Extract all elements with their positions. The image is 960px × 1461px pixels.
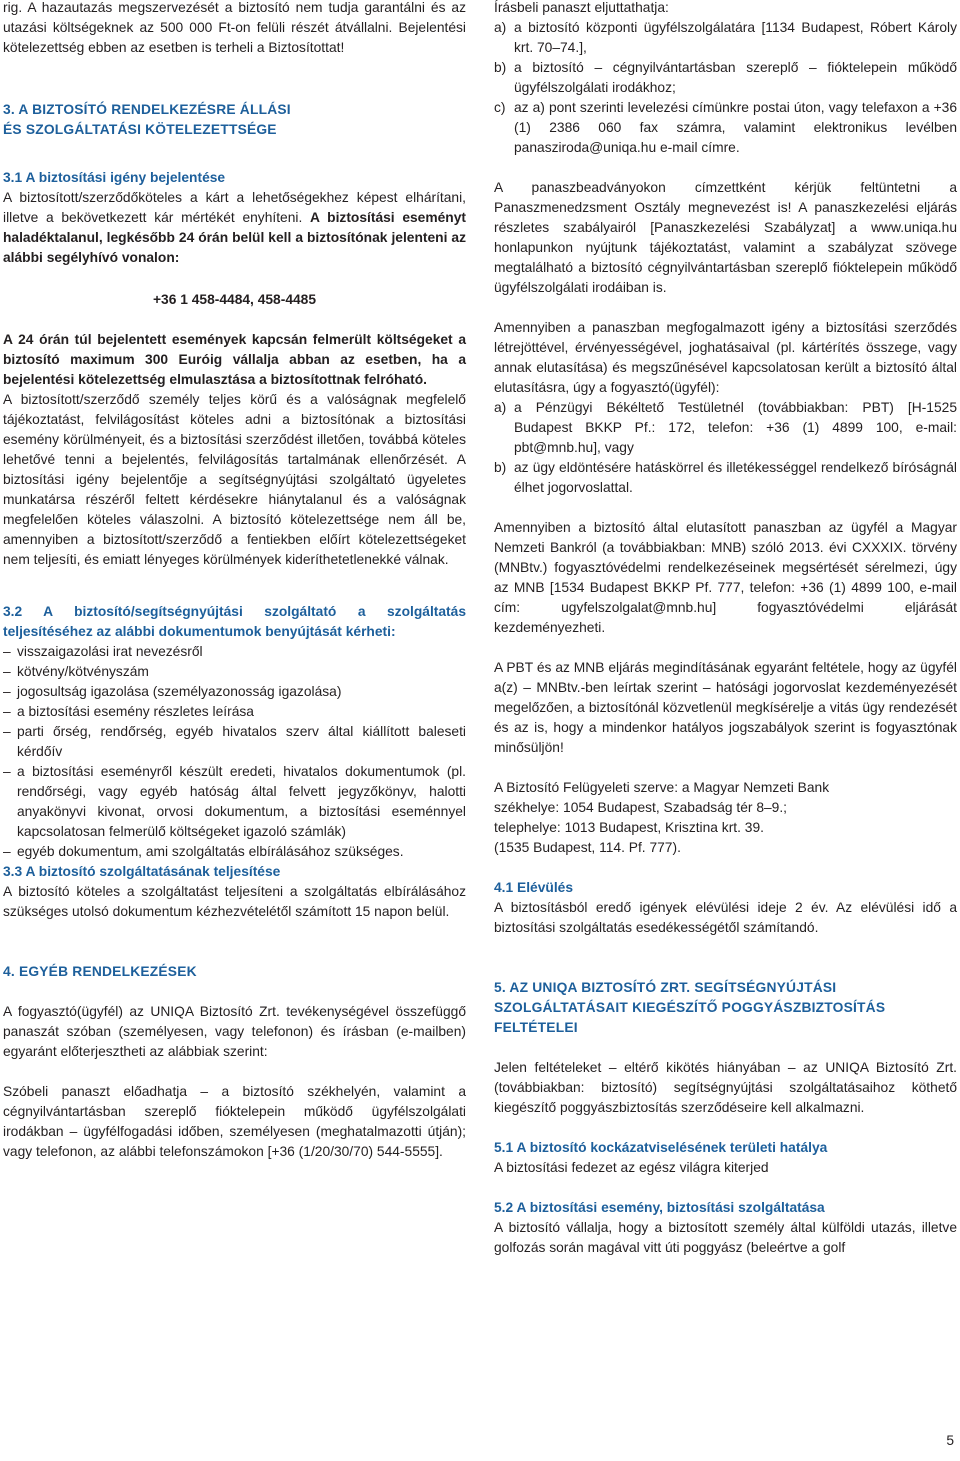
list-item: a) a Pénzügyi Békéltető Testületnél (továbbiakban: PBT) [H-1525 Budapest BKKP Pf.: 172, telefon: +36 (1) 4899 100, e-mail: pbt@mnb.hu], vagy [494, 400, 957, 455]
list-item: c) az a) pont szerinti levelezési címünkre postai úton, vagy telefaxon a +36 (1) 2386 060 fax számra, valamint elektronikus levélben panasziroda@uniqa.hu e-mail címre. [494, 100, 957, 155]
list-item: b) az ügy eldöntésére hatáskörrel és illetékességgel rendelkező bíróságnál élhet jogorvoslattal. [494, 460, 957, 495]
supervisor-line: telephelye: 1013 Budapest, Krisztina krt. 39. [494, 820, 764, 835]
s31-bold-text: A biztosítási eseményt haladéktalanul, legkésőbb 24 órán belül kell a biztosítónak jelenteni az alábbi segélyhívó vonalon: [3, 210, 466, 265]
claim-rejected-paragraph: Amennyiben a panaszban megfogalmazott igény a biztosítási szerződés létrejöttével, érvényességével, joghatásaival (pl. kártérítés összege, vagy annak elutasítása) és megszűnésével kapcsolatosan került a biztosító által elutasításra, úgy a fogyasztó(ügyfél): [494, 320, 957, 395]
section-3-1-paragraph-3: A biztosított/szerződő személy teljes körű és a valóságnak megfelelő tájékoztatást, felvilágosítást köteles adni a biztosítónak a biztosítási esemény körülményeit, és a biztosítási szerződést illetően, továbbá köteles lehetővé tenni a bejelentés, felvilágosítás tartalmának ellenőrzését. A biztosítási igény bejelentője a segítségnyújtási szolgáltató ügyeletes munkatársa részéről feltett kérdésekre hiánytalanul és a valóságnak megfelelően köteles válaszolni. A biztosító kötelezettsége nem áll be, amennyiben a biztosított/szerződő a fentiekben előírt kötelezettségeket nem teljesíti, és emiatt lényeges körülmények kideríthetetlenekké válnak. [3, 392, 466, 567]
supervisor-info [494, 778, 957, 858]
list-item: a) a biztosító központi ügyfélszolgálatára [1134 Budapest, Róbert Károly krt. 70–74.], [494, 20, 957, 55]
section-5-2-heading: 5.2 A biztosítási esemény, biztosítási szolgáltatása [494, 1200, 825, 1215]
section-5-2 [494, 1198, 957, 1258]
list-item: – egyéb dokumentum, ami szolgáltatás elbírálásához szükséges. [3, 844, 404, 859]
section-5 [494, 978, 957, 1118]
list-item: – kötvény/kötvényszám [3, 664, 149, 679]
section-3-3 [3, 862, 466, 922]
section-5-paragraph: Jelen feltételeket – eltérő kikötés hiányában – az UNIQA Biztosító Zrt. (továbbiakban: biztosító) segítségnyújtási szolgáltatásaihoz köthető kiegészítő poggyászbiztosítás szerződéseire kell alkalmazni. [494, 1060, 957, 1115]
list-item: – a biztosítási esemény részletes leírása [3, 704, 254, 719]
page-number: 5 [946, 1433, 954, 1448]
section-4-paragraph-1: A fogyasztó(ügyfél) az UNIQA Biztosító Zrt. tevékenységével összefüggő panaszát szóban (személyesen, vagy telefonon) és írásban (e-mailben) egyaránt előterjesztheti az alábbiak szerint: [3, 1004, 466, 1059]
written-complaint-intro: Írásbeli panaszt eljuttathatja: [494, 0, 669, 15]
section-3-3-paragraph: A biztosító köteles a szolgáltatást teljesíteni a szolgáltatás elbírálásához szükséges utolsó dokumentum kézhezvételétől számított 15 napon belül. [3, 884, 466, 919]
section-3-2-list [3, 642, 466, 862]
supervisor-line: (1535 Budapest, 114. Pf. 777). [494, 840, 681, 855]
s31-text: A biztosított/szerződőköteles a kárt a lehetőségekhez képest elhárítani, illetve a bekövetkezett kár mértékét enyhíteni. [3, 190, 466, 225]
list-item: b) a biztosító – cégnyilvántartásban szereplő – fióktelepein működő ügyfélszolgálati irodákhoz; [494, 60, 957, 95]
section-3-1-paragraph-1 [3, 188, 466, 268]
written-complaint-list [494, 18, 957, 158]
section-4-1-heading: 4.1 Elévülés [494, 880, 574, 895]
section-5-heading: 5. AZ UNIQA BIZTOSÍTÓ ZRT. SEGÍTSÉGNYÚJTÁSI SZOLGÁLTATÁSAIT KIEGÉSZÍTŐ POGGYÁSZBIZTOSÍTÁS FELTÉTELEI [494, 980, 886, 1035]
section-3-1-paragraph-2: A 24 órán túl bejelentett események kapcsán felmerült költségeket a biztosító maximum 300 Euróig vállalja abban az esetben, ha a bejelentési kötelezettség elmulasztása a biztosítottnak felróható. [3, 332, 466, 387]
section-3-2 [3, 602, 466, 862]
mnb-paragraph: Amennyiben a biztosító által elutasított panaszban az ügyfél a Magyar Nemzeti Bankról (a továbbiakban: MNB) szóló 2013. évi CXXXIX. törvény (MNBtv.) fogyasztóvédelmi rendelkezéseinek megsértését sérelmezi, úgy az MNB [1534 Budapest BKKP Pf. 777, telefon: +36 (1) 4899 100, e-mail cím: ugyfelszolgalat@mnb.hu] fogyasztóvédelmi eljárását kezdeményezheti. [494, 520, 957, 635]
section-4-heading: 4. EGYÉB RENDELKEZÉSEK [3, 964, 197, 979]
section-4-1-paragraph: A biztosításból eredő igények elévülési ideje 2 év. Az elévülési idő a biztosítási szolgáltatás esedékességétől számítandó. [494, 900, 957, 935]
list-item: – jogosultság igazolása (személyazonosság igazolása) [3, 684, 342, 699]
section-3-2-heading: 3.2 A biztosító/segítségnyújtási szolgáltató a szolgáltatás teljesítéséhez az alábbi dokumentumok benyújtását kérheti: [3, 604, 466, 639]
section-4-1 [494, 878, 957, 938]
section-3-heading-line2: ÉS SZOLGÁLTATÁSI KÖTELEZETTSÉGE [3, 122, 277, 137]
section-3-heading-line1: 3. A BIZTOSÍTÓ RENDELKEZÉSRE ÁLLÁSI [3, 102, 291, 117]
section-3-3-heading: 3.3 A biztosító szolgáltatásának teljesítése [3, 864, 281, 879]
section-3-1 [3, 168, 466, 570]
left-column [3, 0, 466, 1162]
section-5-1 [494, 1138, 957, 1178]
remedy-list [494, 398, 957, 498]
list-item: – parti őrség, rendőrség, egyéb hivatalos szerv által kiállított baleseti kérdőív [3, 724, 466, 759]
section-5-1-heading: 5.1 A biztosító kockázatviselésének területi hatálya [494, 1140, 828, 1155]
section-3-1-heading: 3.1 A biztosítási igény bejelentése [3, 170, 226, 185]
section-3-heading [3, 100, 466, 140]
emergency-phone: +36 1 458-4484, 458-4485 [152, 292, 317, 307]
section-4-paragraph-2: Szóbeli panaszt előadhatja – a biztosító székhelyén, valamint a cégnyilvántartásban szereplő fióktelepein működő ügyfélszolgálati irodákban – ügyfélfogadási időben, személyesen (meghatalmazotti útján); vagy telefonon, az alábbi telefonszámokon [+36 (1/20/30/70) 544-5555]. [3, 1084, 466, 1159]
list-item: – a biztosítási eseményről készült eredeti, hivatalos dokumentumok (pl. rendőrségi, vagy egyéb hatóság által felvett jegyzőkönyv, halotti anyakönyvi kivonat, orvosi dokumentum, a biztosítási eseménnyel kapcsolatosan felmerülő költségeket igazoló számlák) [3, 764, 466, 839]
supervisor-line: székhelye: 1054 Budapest, Szabadság tér 8–9.; [494, 800, 788, 815]
pbt-paragraph: A PBT és az MNB eljárás megindításának egyaránt feltétele, hogy az ügyfél a(z) – MNBtv.-ben leírtak szerint – hatósági jogorvoslat kezdeményezését megelőzően, a biztosítónál közvetlenül megkísérelje a vitás ügy rendezését és az is, hogy a mindenkor hatályos jogszabályok szerint is fogyasztónak minősüljön! [494, 660, 957, 755]
section-5-1-paragraph: A biztosítási fedezet az egész világra kiterjed [494, 1160, 769, 1175]
right-column [494, 0, 957, 1258]
section-5-2-paragraph: A biztosító vállalja, hogy a biztosított személy által külföldi utazás, illetve golfozás során magával vitt úti poggyász (beleértve a golf [494, 1220, 957, 1255]
intro-paragraph: rig. A hazautazás megszervezését a biztosító nem tudja garantálni és az utazási költségeknek az 500 000 Ft-on felüli részét átvállalni. Bejelentési kötelezettség ebben az esetben is terheli a Biztosítottat! [3, 0, 466, 55]
complaint-forms-paragraph: A panaszbeadványokon címzettként kérjük feltüntetni a Panaszmenedzsment Osztály megnevezést is! A panaszkezelési eljárás részletes szabályairól [Panaszkezelési Szabályzat] a www.uniqa.hu honlapunkon nyújtunk tájékoztatást, valamint a szabályzat szövege megtalálható a biztosító cégnyilvántartásban szereplő fióktelepein működő ügyfélszolgálati irodáiban is. [494, 180, 957, 295]
section-4 [3, 962, 466, 1162]
list-item: – visszaigazolási irat nevezésről [3, 644, 203, 659]
supervisor-line: A Biztosító Felügyeleti szerve: a Magyar Nemzeti Bank [494, 780, 830, 795]
